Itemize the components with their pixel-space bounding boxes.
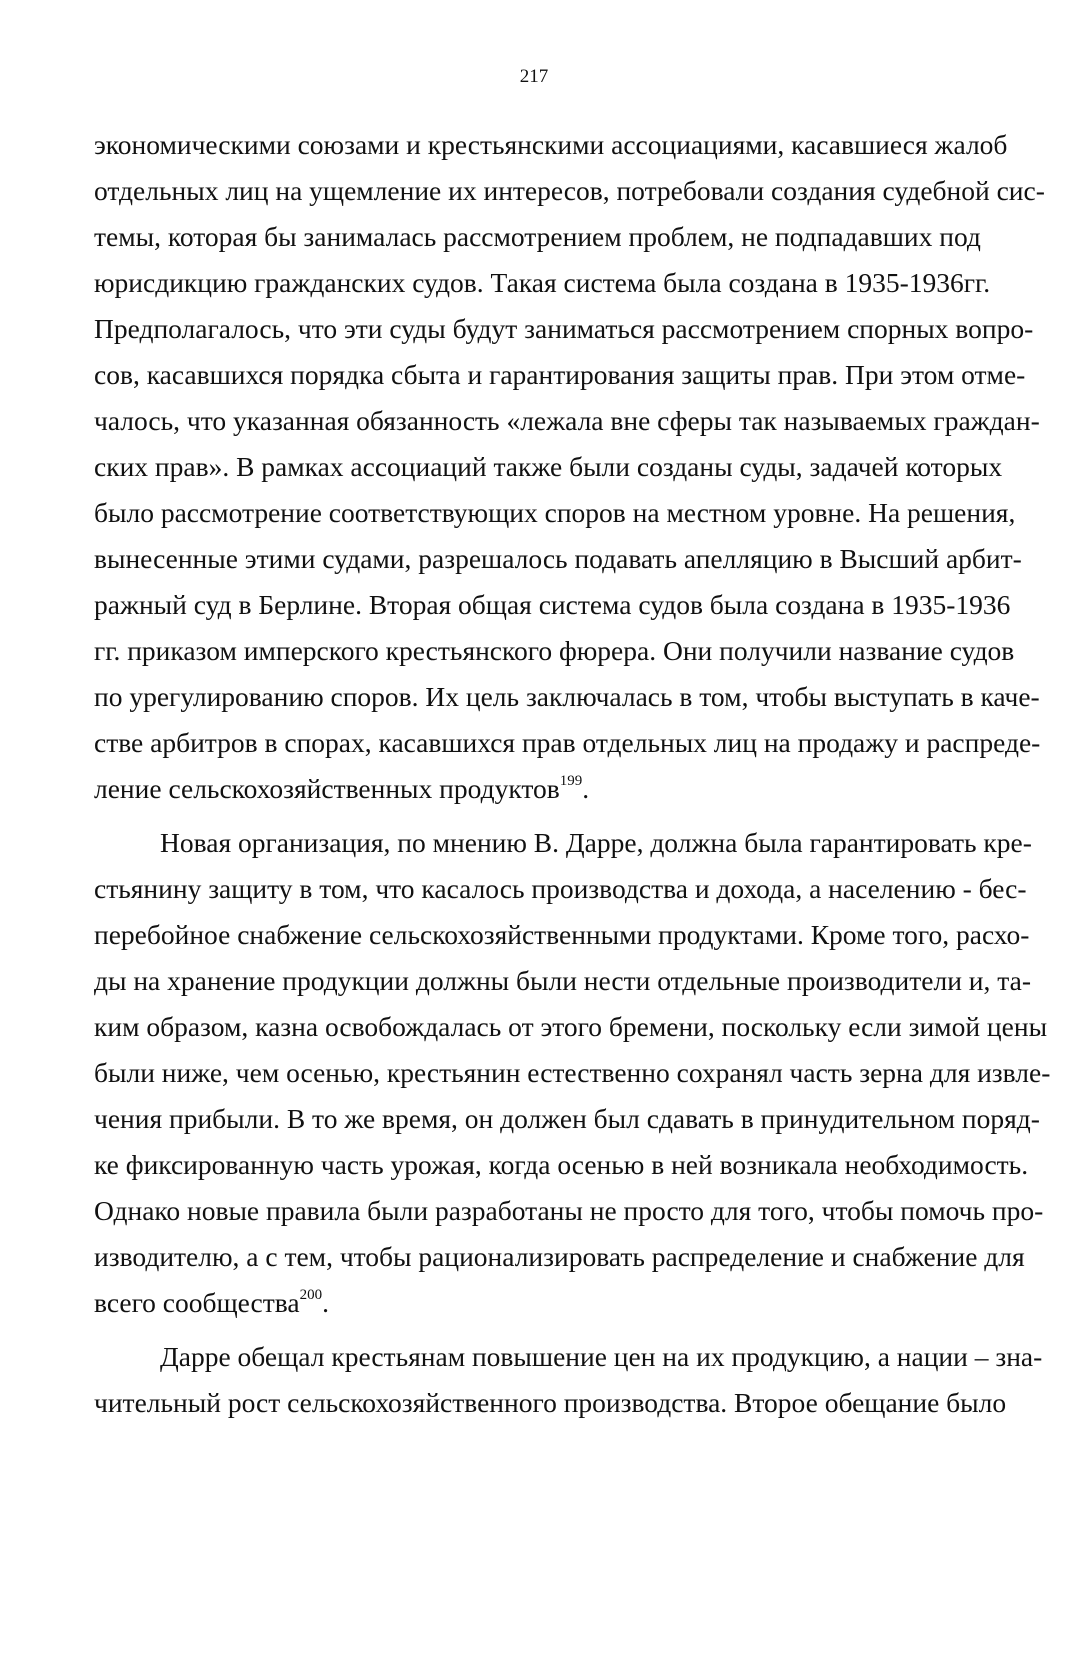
text-line: перебойное снабжение сельскохозяйственными продуктами. Кроме того, расхо- [94, 919, 1030, 950]
text-line: экономическими союзами и крестьянскими ассоциациями, касавшиеся жалоб [94, 129, 1008, 160]
text-line: темы, которая бы занималась рассмотрением проблем, не подпадавших под [94, 221, 981, 252]
footnote-ref: 200 [299, 1287, 323, 1303]
text-line [94, 1286, 972, 1320]
text-line: стве арбитров в спорах, касавшихся прав отдельных лиц на продажу и распреде- [94, 727, 1041, 758]
text-line: Новая организация, по мнению В. Дарре, должна была гарантировать кре- [160, 827, 1032, 858]
text-line: ражный суд в Берлине. Вторая общая система судов была создана в 1935-1936 [94, 589, 1011, 620]
text-line: чения прибыли. В то же время, он должен был сдавать в принудительном поряд- [94, 1103, 1040, 1134]
text-line: Однако новые правила были разработаны не просто для того, чтобы помочь про- [94, 1195, 1044, 1226]
text-line: по урегулированию споров. Их цель заключалась в том, чтобы выступать в каче- [94, 681, 1040, 712]
text-line: Предполагалось, что эти суды будут заниматься рассмотрением спорных вопро- [94, 313, 1034, 344]
text-line: ды на хранение продукции должны были нести отдельные производители и, та- [94, 965, 1031, 996]
text-line: были ниже, чем осенью, крестьянин естественно сохранял часть зерна для извле- [94, 1057, 1051, 1088]
text-line: стьянину защиту в том, что касалось производства и дохода, а населению - бес- [94, 873, 1027, 904]
text-line [94, 772, 972, 806]
text-line: чалось, что указанная обязанность «лежала вне сферы так называемых граждан- [94, 405, 1040, 436]
text-line: Дарре обещал крестьянам повышение цен на их продукцию, а нации – зна- [160, 1341, 1043, 1372]
text-line: сов, касавшихся порядка сбыта и гарантирования защиты прав. При этом отме- [94, 359, 1026, 390]
sentence-end: . [582, 773, 590, 804]
line-text: всего сообщества [94, 1287, 300, 1318]
text-line: вынесенные этими судами, разрешалось подавать апелляцию в Высший арбит- [94, 543, 1022, 574]
text-line: было рассмотрение соответствующих споров на местном уровне. На решения, [94, 497, 1016, 528]
text-line: ким образом, казна освобождалась от этого бремени, поскольку если зимой цены [94, 1011, 1048, 1042]
sentence-end: . [322, 1287, 329, 1318]
text-line: юрисдикцию гражданских судов. Такая система была создана в 1935-1936гг. [94, 267, 991, 298]
line-text: ление сельскохозяйственных продуктов [94, 773, 560, 804]
text-line: изводителю, а с тем, чтобы рационализировать распределение и снабжение для [94, 1241, 1025, 1272]
text-line: ских прав». В рамках ассоциаций также были созданы суды, задачей которых [94, 451, 1003, 482]
footnote-ref: 199 [559, 773, 583, 789]
text-line: чительный рост сельскохозяйственного производства. Второе обещание было [94, 1387, 1007, 1418]
page-number: 217 [519, 66, 549, 87]
text-line: гг. приказом имперского крестьянского фюрера. Они получили название судов [94, 635, 1015, 666]
text-line: ке фиксированную часть урожая, когда осенью в ней возникала необходимость. [94, 1149, 1029, 1180]
text-line: отдельных лиц на ущемление их интересов, потребовали создания судебной сис- [94, 175, 1045, 206]
